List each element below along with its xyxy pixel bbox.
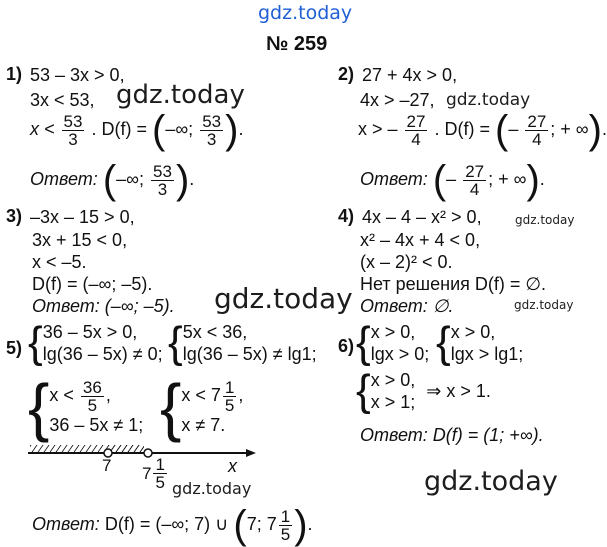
interval-text: ; + ∞ — [550, 118, 589, 139]
fraction: $\frac{53}{3}$ — [63, 111, 83, 149]
equation-text: x > 0, — [370, 370, 416, 390]
answer-line: Ответ: D(f) = (–∞; 7) ∪ (7; 7 $\frac{1}{5}$ ). — [32, 503, 313, 547]
watermark: gdz.today — [172, 479, 252, 498]
equation-text: ⇒ x > 1. — [426, 380, 491, 401]
domain-line: x < $\frac{53}{3}$ . D(f) = (–∞; $\frac{53}{3}$ ). — [30, 108, 244, 152]
problem-number: 4) — [338, 206, 355, 226]
equation-line: 4x – 4 – x² > 0, — [362, 207, 482, 227]
system-block: { 5x < 36, lg(36 – 5x) ≠ lg1; — [168, 318, 317, 367]
equation-text: x > – — [358, 118, 398, 139]
interval-text: – — [446, 168, 457, 189]
equation-text: lg(36 – 5x) ≠ lg1; — [182, 344, 317, 364]
fraction: $\frac{53}{3}$ — [202, 111, 222, 149]
equation-text: x ≠ 7. — [181, 414, 226, 435]
answer-line: Ответ: (–∞; –5). — [32, 296, 175, 316]
answer-line: Ответ: (– $\frac{27}{4}$ ; + ∞). — [360, 158, 545, 202]
equation-line: 3x < 53, — [30, 90, 95, 110]
domain-line: D(f) = (–∞; –5). — [32, 274, 153, 294]
answer-label: Ответ: — [32, 513, 100, 534]
axis-label: x — [228, 456, 237, 476]
equation-line: –3x – 15 > 0, — [30, 207, 135, 227]
equation-text: lg(36 – 5x) ≠ 0; — [42, 344, 163, 364]
axis-tick-label: 7 — [102, 456, 112, 475]
system-block: { x > 0, lgx > lg1; — [436, 318, 524, 367]
axis-tick-label: 7 $\frac{1}{5}$ — [142, 455, 165, 492]
interval-text: D(f) = (–∞; 7) ∪ — [104, 513, 229, 534]
watermark-top: gdz.today — [258, 2, 353, 24]
equation-text: 5x < 36, — [182, 322, 248, 342]
fraction: $\frac{53}{3}$ — [153, 161, 172, 199]
problem-number: 5) — [6, 338, 23, 358]
equation-line: (x – 2)² < 0. — [360, 252, 453, 272]
equation-line: 3x + 15 < 0, — [32, 230, 128, 250]
equation-text: x > 1; — [370, 392, 416, 412]
equation-text: x > 0, — [450, 322, 496, 342]
equation-text: lgx > 0; — [370, 344, 430, 364]
problem-number: 3) — [6, 206, 23, 226]
system-block: { x < $\frac{36}{5}$ , 36 – 5x ≠ 1; — [28, 371, 144, 443]
problem-number: 2) — [338, 64, 355, 84]
page-title: № 259 — [266, 33, 328, 55]
equation-text: x < 7 $\frac{1}{5}$ , — [181, 377, 244, 415]
answer-label: Ответ: — [30, 168, 98, 189]
answer-line: Ответ: (–∞; $\frac{53}{3}$ ). — [30, 158, 195, 202]
equation-text: lgx > lg1; — [450, 344, 524, 364]
watermark: gdz.today — [424, 466, 558, 497]
equation-line: 53 – 3x > 0, — [30, 65, 125, 85]
watermark: gdz.today — [116, 80, 245, 110]
watermark: gdz.today — [514, 298, 574, 312]
interval-text: –∞; — [165, 118, 194, 139]
answer-label: Ответ: — [360, 168, 428, 189]
answer-line: Ответ: ∅. — [360, 296, 454, 316]
interval-text: –∞; — [116, 168, 144, 189]
interval-text: ; + ∞ — [488, 168, 527, 189]
equation-line: x² – 4x + 4 < 0, — [360, 230, 481, 250]
equation-line: x < –5. — [32, 252, 87, 272]
domain-line: Нет решения D(f) = ∅. — [360, 274, 547, 294]
watermark: gdz.today — [515, 213, 575, 227]
equation-text: . D(f) = — [91, 118, 147, 139]
equation-line: 27 + 4x > 0, — [362, 65, 458, 85]
problem-number: 1) — [6, 64, 23, 84]
fraction: $\frac{27}{4}$ — [527, 111, 547, 149]
system-block: { x > 0, x > 1; ⇒ x > 1. — [356, 366, 491, 415]
fraction: $\frac{27}{4}$ — [465, 161, 485, 199]
equation-text: 36 – 5x ≠ 1; — [49, 414, 144, 435]
watermark: gdz.today — [214, 282, 353, 315]
system-block: { x > 0, lgx > 0; — [356, 318, 430, 367]
equation-text: x > 0, — [370, 322, 416, 342]
fraction: $\frac{27}{4}$ — [406, 111, 426, 149]
system-block: { x < 7 $\frac{1}{5}$ , x ≠ 7. — [160, 371, 244, 443]
equation-text: 36 – 5x > 0, — [42, 322, 138, 342]
domain-line: x > – $\frac{27}{4}$ . D(f) = (– $\frac{27}{4}$ ; + ∞). — [358, 108, 607, 152]
problem-number: 6) — [338, 336, 355, 356]
equation-text: x < — [30, 118, 55, 139]
system-block: { 36 – 5x > 0, lg(36 – 5x) ≠ 0; — [28, 318, 163, 367]
equation-line: 4x > –27, — [360, 90, 435, 110]
interval-text: – — [508, 118, 519, 139]
equation-text: x < $\frac{36}{5}$ , — [49, 377, 111, 415]
answer-line: Ответ: D(f) = (1; +∞). — [360, 425, 544, 445]
watermark: gdz.today — [446, 90, 531, 110]
equation-text: . D(f) = — [434, 118, 490, 139]
interval-text: 7; 7 — [246, 513, 277, 534]
